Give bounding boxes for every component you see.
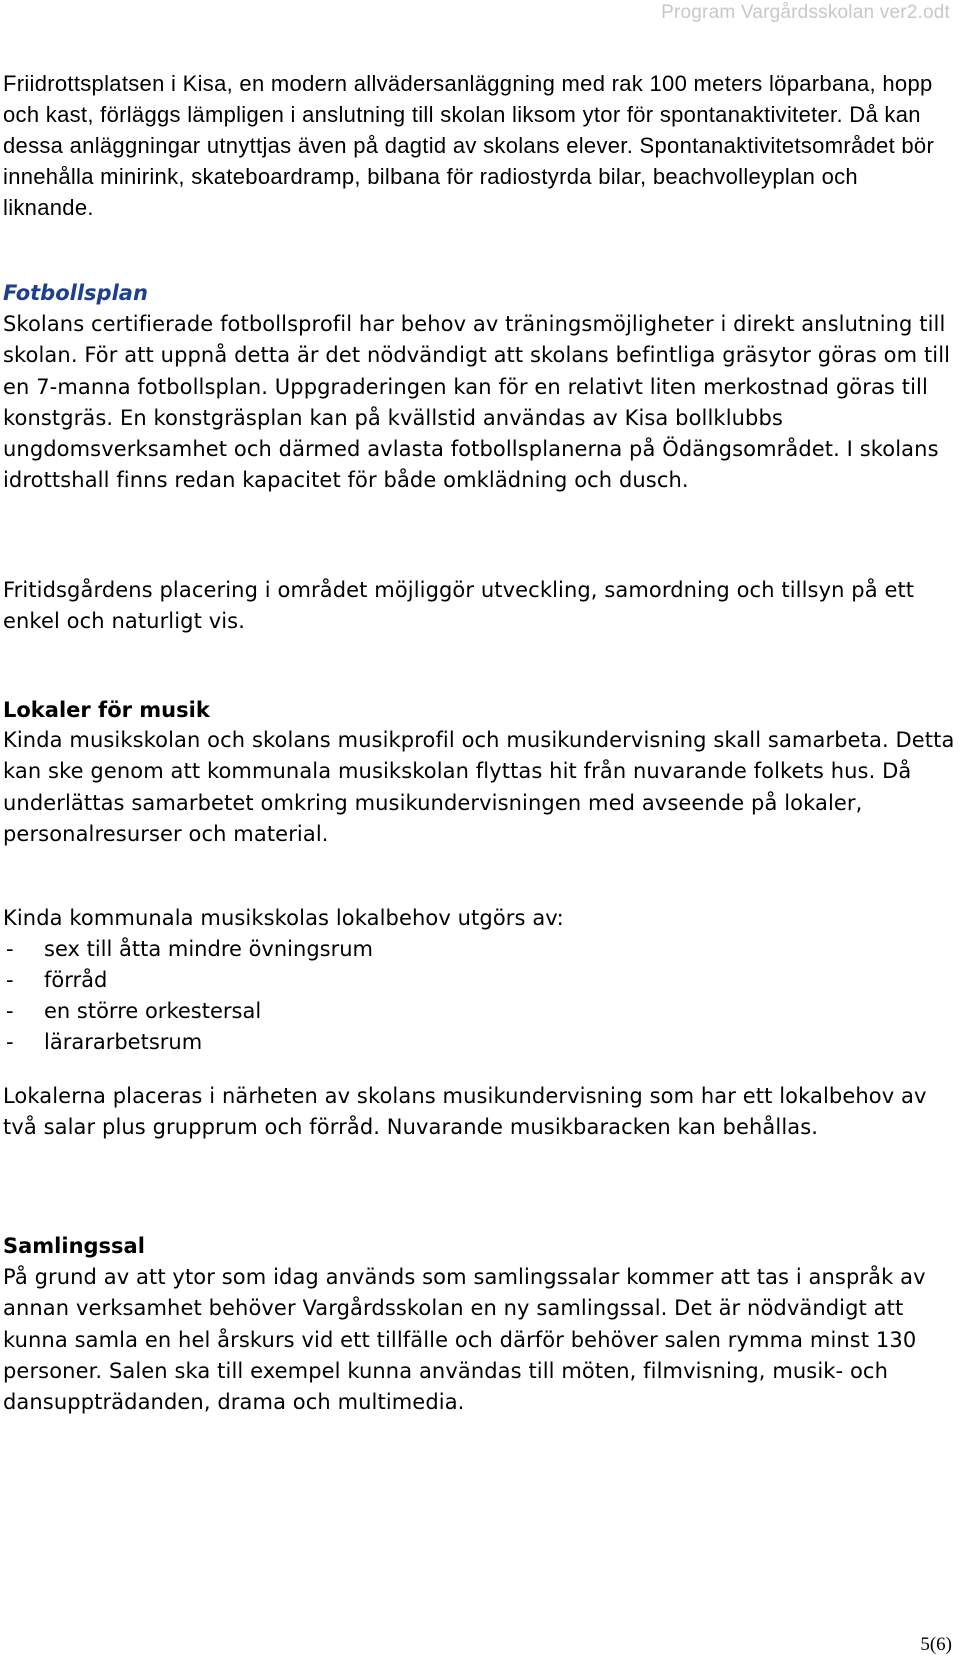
list-item-text: sex till åtta mindre övningsrum [44,937,373,961]
musik-closing-paragraph: Lokalerna placeras i närheten av skolans musikundervisning som har ett lokalbehov av två salar plus grupprum och förråd. Nuvarande musikbaracken kan behållas. [3,1084,927,1140]
musik-paragraph: Kinda musikskolan och skolans musikprofil och musikundervisning skall samarbeta. Detta kan ske genom att kommunala musikskolan flyttas hit från nuvarande folkets hus. Då underlättas samarbetet omkring musikundervisningen med avseende på lokaler, personalresurser och material. [3,728,955,846]
list-dash: - [6,937,14,961]
list-item [3,996,373,1027]
list-item [3,965,373,996]
list-item-text: förråd [44,968,108,992]
list-dash: - [6,999,14,1023]
musik-needs-list [3,934,373,1058]
list-item-text: lärararbetsrum [44,1030,203,1054]
list-item-text: en större orkestersal [44,999,262,1023]
list-item [3,934,373,965]
samlingssal-heading: Samlingssal [3,1234,145,1258]
fritidsgard-paragraph: Fritidsgårdens placering i området möjliggör utveckling, samordning och tillsyn på ett enkel och naturligt vis. [3,578,915,634]
fotbollsplan-paragraph: Skolans certifierade fotbollsprofil har behov av träningsmöjligheter i direkt anslutning till skolan. För att uppnå detta är det nödvändigt att skolans befintliga gräsytor göras om till en 7-manna fotbollsplan. Uppgraderingen kan för en relativt liten merkostnad göras till konstgräs. En konstgräsplan kan på kvällstid användas av Kisa bollklubbs ungdomsverksamhet och därmed avlasta fotbollsplanerna på Ödängsområdet. I skolans idrottshall finns redan kapacitet för både omklädning och dusch. [3,312,951,493]
samlingssal-paragraph: På grund av att ytor som idag används som samlingssalar kommer att tas i anspråk av annan verksamhet behöver Vargårdsskolan en ny samlingssal. Det är nödvändigt att kunna samla en hel årskurs vid ett tillfälle och därför behöver salen rymma minst 130 personer. Salen ska till exempel kunna användas till möten, filmvisning, musik- och dansuppträdanden, drama och multimedia. [3,1265,926,1415]
page-number: 5(6) [920,1634,952,1655]
list-item [3,1027,373,1058]
fotbollsplan-heading: Fotbollsplan [3,281,148,305]
musik-heading: Lokaler för musik [3,698,210,722]
document-header: Program Vargårdsskolan ver2.odt [661,2,950,23]
intro-paragraph: Friidrottsplatsen i Kisa, en modern allvädersanläggning med rak 100 meters löparbana, hopp och kast, förläggs lämpligen i anslutning till skolan liksom ytor för spontanaktiviteter. Då kan dessa anläggningar utnyttjas även på dagtid av skolans elever. Spontanaktivitetsområdet bör innehålla minirink, skateboardramp, bilbana för radiostyrda bilar, beachvolleyplan och liknande. [3,71,935,220]
musik-needs-intro: Kinda kommunala musikskolas lokalbehov utgörs av: [3,906,564,930]
list-dash: - [6,968,14,992]
list-dash: - [6,1030,14,1054]
